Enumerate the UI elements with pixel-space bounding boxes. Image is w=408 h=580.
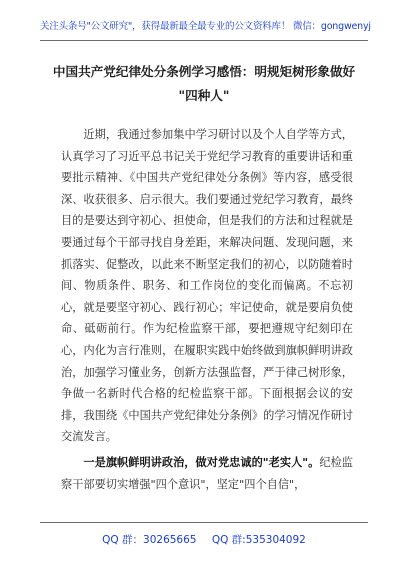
header-divider bbox=[40, 40, 368, 41]
body-paragraph-1: 近期，我通过参加集中学习研讨以及个人自学等方式，认真学习了习近平总书记关于党纪学习教育的重要讲话和重要批示精神、《中国共产党纪律处分条例》等内容，感受很深、收获很多、启示很大。我们要通过党纪学习教育，最终目的是要达到守初心、担使命，但是我们的方法和过程就是要通过每个干部寻找自身差距，来解决问题、发现问题，来抓落实、促整改，以此来不断坚定我们的初心，以防随着时间、物质条件、职务、和工作岗位的变化而偏离。不忘初心，就是要坚守初心、践行初心；牢记使命，就是要肩负使命、砥砺前行。作为纪检监察干部，要把遵规守纪刻印在心，内化为言行准则，在履职实践中始终做到旗帜鲜明讲政治，加强学习懂业务，创新方法强监督，严于律己树形象，争做一名新时代合格的纪检监察干部。下面根据会议的安排，我围绕《中国共产党纪律处分条例》的学习情况作研讨交流发言。 bbox=[61, 128, 353, 444]
footer bbox=[0, 532, 408, 547]
footer-qq-group-2: QQ 群:535304092 bbox=[211, 534, 306, 546]
section-text-1: 纪检监察干部要切实增强"四个意识"，坚定"四个自信"， bbox=[61, 455, 353, 491]
footer-divider bbox=[40, 522, 368, 523]
section-heading-1: 一是旗帜鲜明讲政治，做对党忠诚的"老实人"。 bbox=[83, 454, 320, 469]
title-line-2: "四种人" bbox=[178, 88, 230, 103]
title-line-1: 中国共产党纪律处分条例学习感悟：明规矩树形象做好 bbox=[52, 64, 356, 79]
document-body bbox=[61, 124, 353, 495]
body-paragraph-2 bbox=[61, 452, 353, 495]
document-title bbox=[40, 60, 368, 108]
footer-qq-group-1: QQ 群：30265665 bbox=[102, 534, 197, 546]
header-banner: 关注头条号"公文研究"，获得最新最全最专业的公文资料库！ 微信：gongwenyj bbox=[40, 21, 371, 32]
